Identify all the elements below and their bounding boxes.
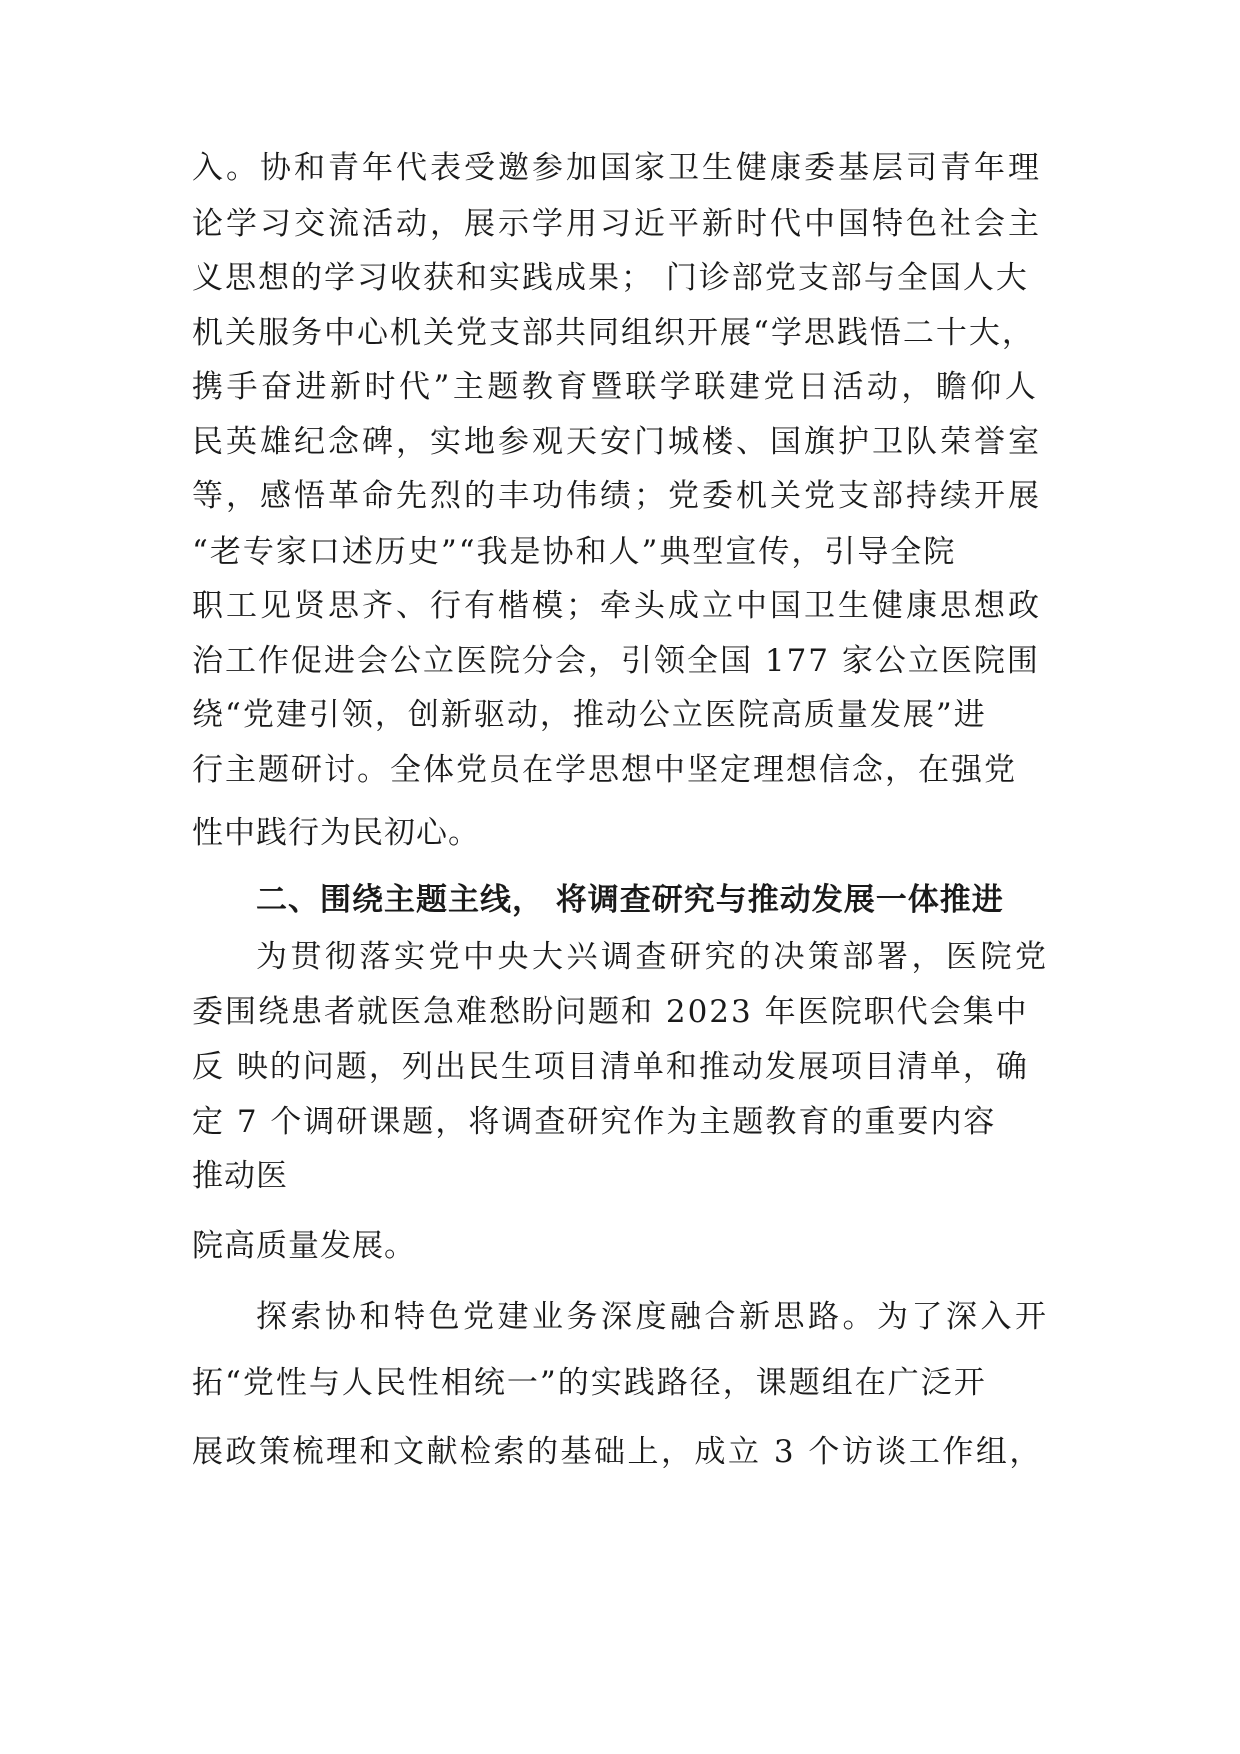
paragraph-line: 等，感悟革命先烈的丰功伟绩；党委机关党支部持续开展 — [192, 478, 1042, 514]
section-heading: 二、围绕主题主线， 将调查研究与推动发展一体推进 — [256, 882, 1004, 918]
paragraph-line: 入。协和青年代表受邀参加国家卫生健康委基层司青年理 — [192, 150, 1042, 186]
paragraph-line: 展政策梳理和文献检索的基础上，成立 3 个访谈工作组， — [192, 1434, 1043, 1470]
paragraph-line: 性中践行为民初心。 — [192, 815, 480, 851]
paragraph-line: 定 7 个调研课题，将调查研究作为主题教育的重要内容 — [192, 1104, 997, 1140]
paragraph-line: 机关服务中心机关党支部共同组织开展“学思践悟二十大， — [192, 315, 1035, 351]
paragraph-line: 民英雄纪念碑，实地参观天安门城楼、国旗护卫队荣誉室 — [192, 424, 1042, 460]
paragraph-line: 推动医 — [192, 1158, 288, 1194]
paragraph-line: 院高质量发展。 — [192, 1228, 416, 1264]
paragraph-line: 委围绕患者就医急难愁盼问题和 2023 年医院职代会集中 — [192, 994, 1029, 1030]
paragraph-line: 反 映的问题，列出民生项目清单和推动发展项目清单，确 — [192, 1049, 1029, 1085]
paragraph-line: 论学习交流活动，展示学用习近平新时代中国特色社会主 — [192, 206, 1042, 242]
paragraph-line: 治工作促进会公立医院分会，引领全国 177 家公立医院围 — [192, 643, 1040, 679]
paragraph-line: “老专家口述历史”“我是协和人”典型宣传，引导全院 — [192, 534, 957, 570]
paragraph-line: 绕“党建引领，创新驱动，推动公立医院高质量发展”进 — [192, 697, 987, 733]
paragraph-line: 携手奋进新时代”主题教育暨联学联建党日活动，瞻仰人 — [192, 369, 1040, 405]
paragraph-line: 探索协和特色党建业务深度融合新思路。为了深入开 — [256, 1299, 1050, 1335]
paragraph-line: 职工见贤思齐、行有楷模；牵头成立中国卫生健康思想政 — [192, 588, 1042, 624]
paragraph-line: 行主题研讨。全体党员在学思想中坚定理想信念，在强党 — [192, 752, 1017, 788]
paragraph-line: 拓“党性与人民性相统一”的实践路径，课题组在广泛开 — [192, 1365, 987, 1401]
paragraph-line: 义思想的学习收获和实践成果； 门诊部党支部与全国人大 — [192, 260, 1029, 296]
paragraph-line: 为贯彻落实党中央大兴调查研究的决策部署，医院党 — [256, 939, 1050, 975]
